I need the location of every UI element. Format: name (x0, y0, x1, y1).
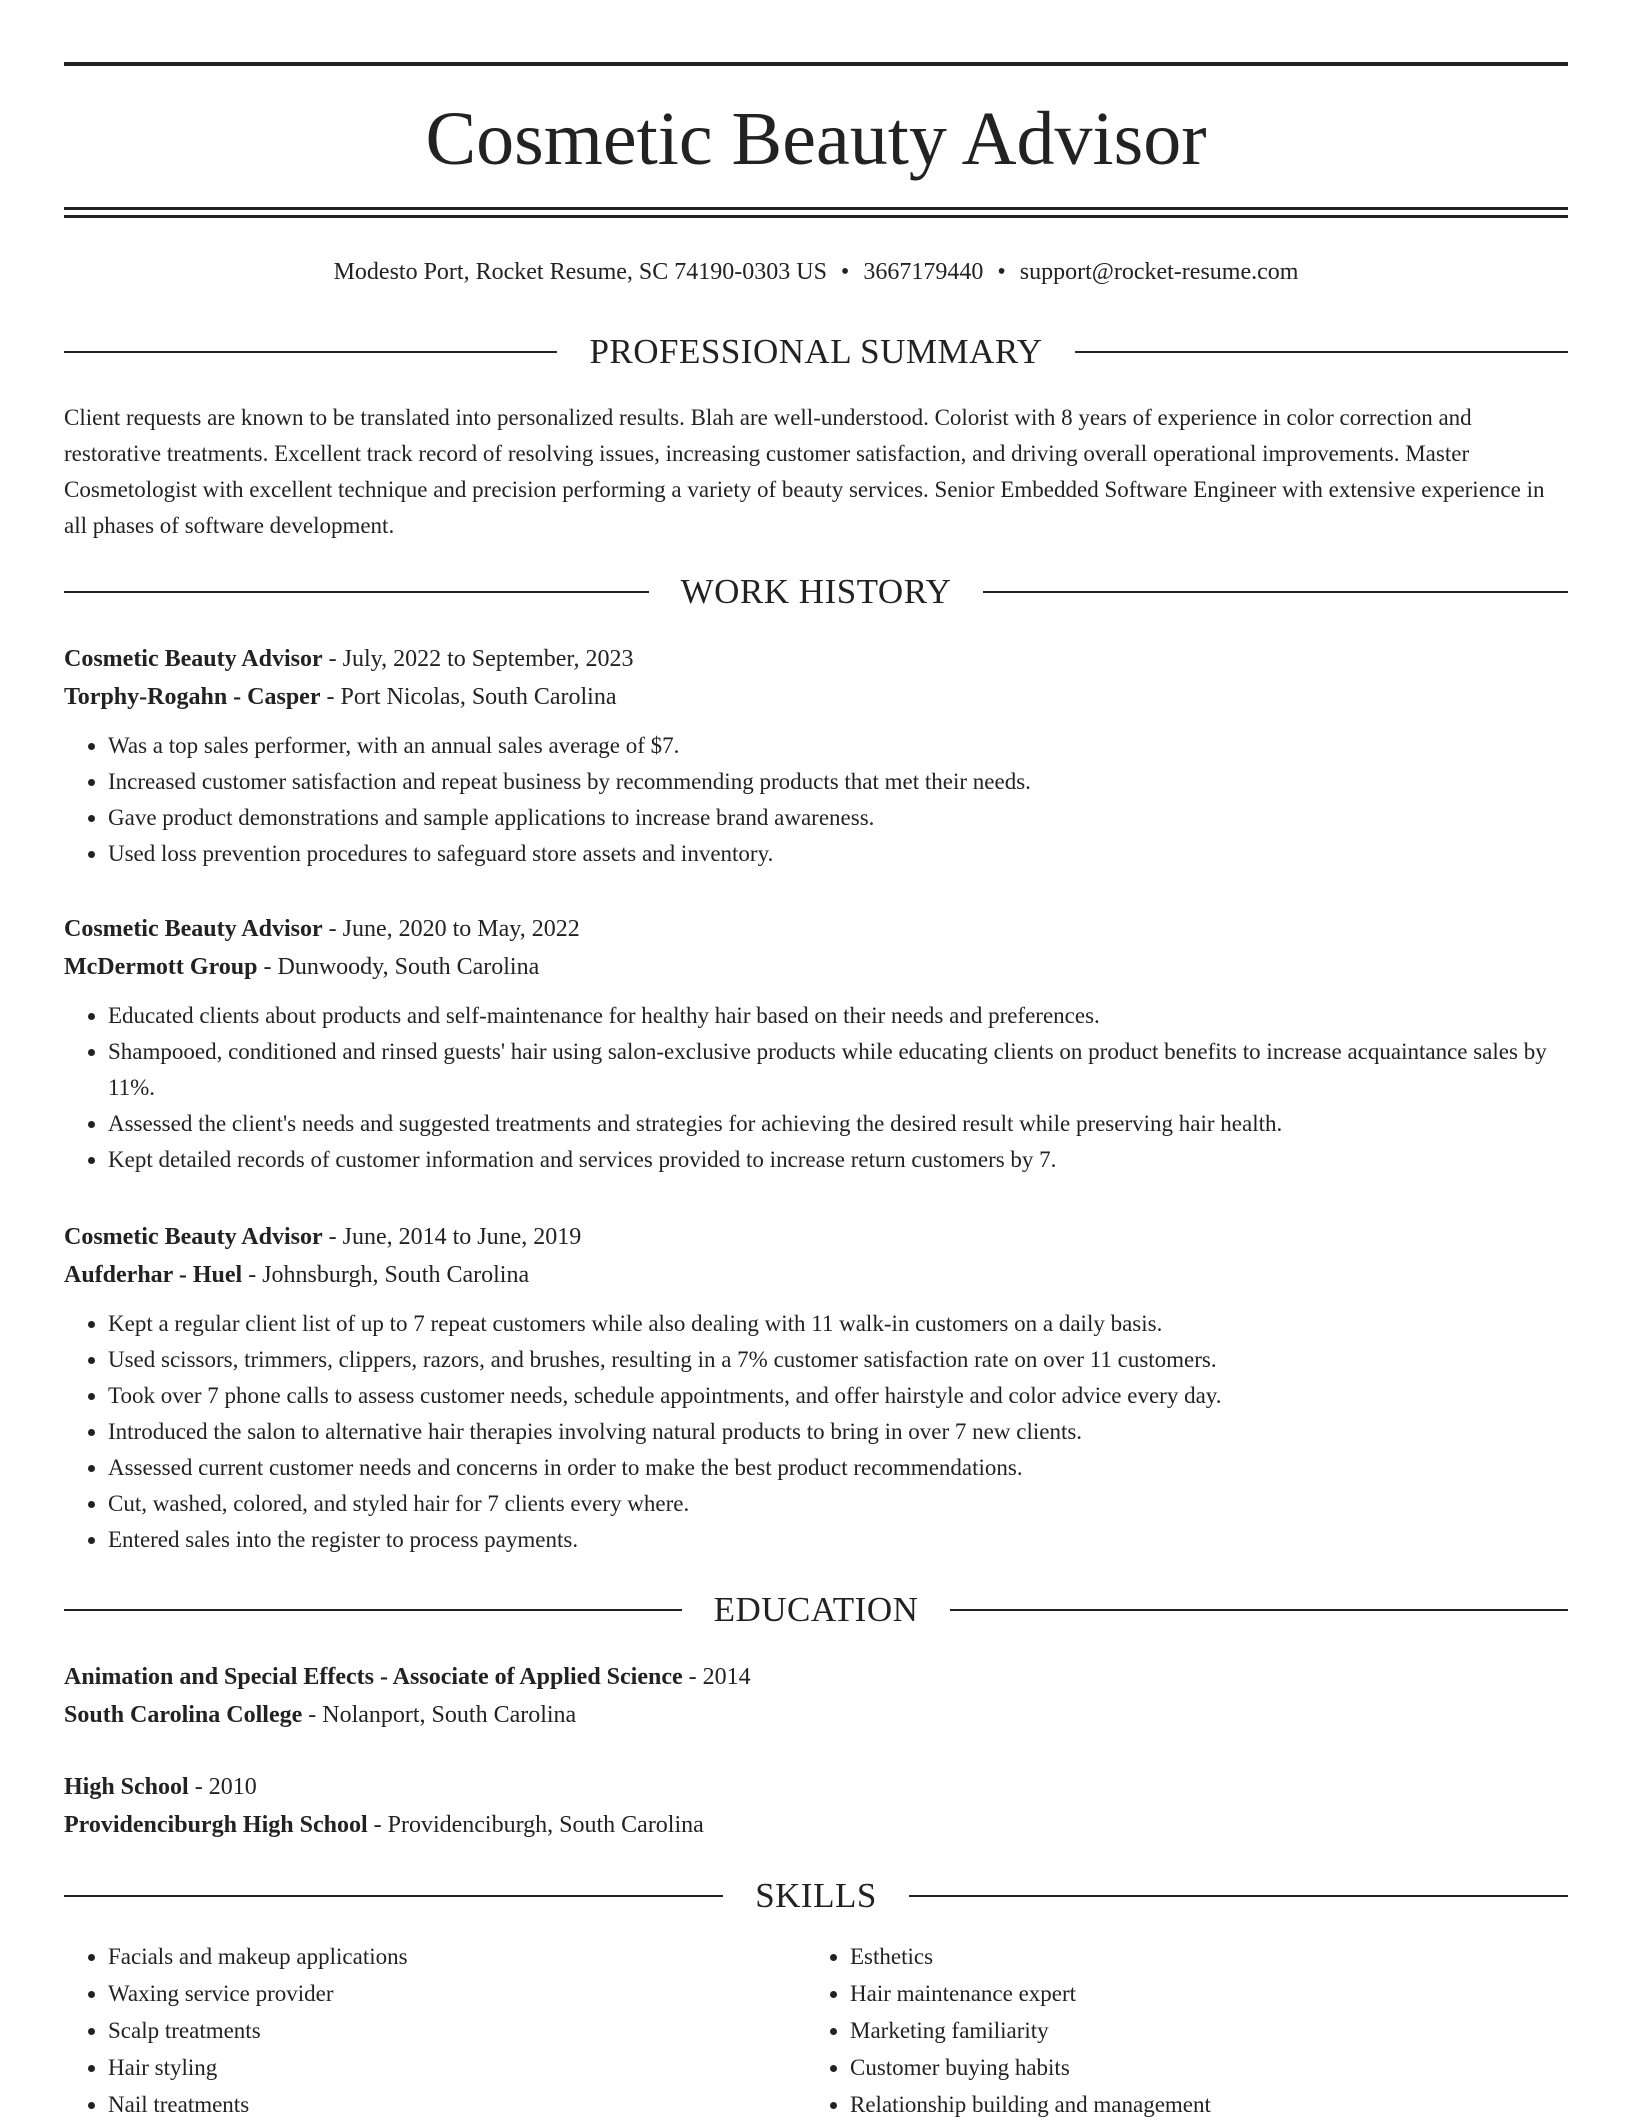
degree-year: - 2010 (188, 1774, 257, 1800)
school-name: South Carolina College (64, 1702, 303, 1728)
header-top-rule (64, 62, 1568, 66)
degree-line (64, 1768, 1568, 1806)
school-location: - Nolanport, South Carolina (302, 1702, 577, 1728)
divider-line (950, 1609, 1568, 1611)
company-line (64, 948, 1568, 986)
job-title: Cosmetic Beauty Advisor (64, 646, 323, 672)
list-item: • Entered sales into the register to process payments. (108, 1522, 1568, 1558)
contact-line (64, 254, 1568, 290)
skill-item: • Nail treatments (108, 2086, 806, 2123)
company-line (64, 678, 1568, 716)
school-name: Providenciburgh High School (64, 1812, 368, 1838)
divider-line (64, 1609, 682, 1611)
section-heading-work (64, 572, 1568, 612)
list-item: • Gave product demonstrations and sample applications to increase brand awareness. (108, 800, 1568, 836)
list-item: • Kept a regular client list of up to 7 repeat customers while also dealing with 11 walk-in customers on a daily basis. (108, 1306, 1568, 1342)
skills-list-right (806, 1938, 1548, 2123)
degree-name: Animation and Special Effects - Associate of Applied Science (64, 1664, 683, 1690)
skills-columns (64, 1938, 1568, 2123)
job-bullets (64, 728, 1568, 872)
header-bottom-rule (64, 207, 1568, 210)
company-name: Torphy-Rogahn - Casper (64, 684, 321, 710)
company-location: - Port Nicolas, South Carolina (320, 684, 617, 710)
skill-item: • Marketing familiarity (850, 2012, 1548, 2049)
list-item: • Assessed current customer needs and concerns in order to make the best product recommendations. (108, 1450, 1568, 1486)
company-location: - Johnsburgh, South Carolina (242, 1262, 530, 1288)
list-item: • Used loss prevention procedures to safeguard store assets and inventory. (108, 836, 1568, 872)
company-line (64, 1256, 1568, 1294)
job-dates: - June, 2020 to May, 2022 (322, 916, 580, 942)
resume-title: Cosmetic Beauty Advisor (425, 97, 1207, 181)
skill-item: • Waxing service provider (108, 1975, 806, 2012)
divider-line (64, 591, 649, 593)
summary-paragraph: Client requests are known to be translated into personalized results. Blah are well-understood. Colorist with 8 years of experience in color correction and restorative treatments. Excellent track record of resolving issues, increasing customer satisfaction, and driving overall operational improvements. Master Cosmetologist with excellent technique and precision performing a variety of beauty services. Senior Embedded Software Engineer with extensive experience in all phases of software development. (64, 405, 1545, 538)
header-bottom-rule-2 (64, 215, 1568, 218)
section-heading-summary (64, 332, 1568, 372)
skill-item: • Esthetics (850, 1938, 1548, 1975)
list-item: • Took over 7 phone calls to assess customer needs, schedule appointments, and offer hairstyle and color advice every day. (108, 1378, 1568, 1414)
company-location: - Dunwoody, South Carolina (257, 954, 540, 980)
job-bullets (64, 998, 1568, 1178)
skill-item: • Relationship building and management (850, 2086, 1548, 2123)
contact-separator: • (840, 259, 850, 285)
section-title: EDUCATION (713, 1590, 919, 1629)
job-dates: - June, 2014 to June, 2019 (322, 1224, 582, 1250)
school-location: - Providenciburgh, South Carolina (367, 1812, 704, 1838)
contact-phone: 3667179440 (863, 259, 984, 285)
skill-item: • Customer buying habits (850, 2049, 1548, 2086)
school-line (64, 1696, 1568, 1734)
list-item: • Shampooed, conditioned and rinsed guests' hair using salon-exclusive products while educating clients on product benefits to increase acquaintance sales by 11%. (108, 1034, 1568, 1106)
skill-item: • Hair maintenance expert (850, 1975, 1548, 2012)
divider-line (1075, 351, 1568, 353)
job-title-line (64, 640, 1568, 678)
company-name: Aufderhar - Huel (64, 1262, 243, 1288)
work-entry (64, 910, 1568, 1178)
skill-item: • Hair styling (108, 2049, 806, 2086)
divider-line (909, 1895, 1568, 1897)
list-item: • Assessed the client's needs and suggested treatments and strategies for achieving the desired result while preserving hair health. (108, 1106, 1568, 1142)
degree-line (64, 1658, 1568, 1696)
education-entry (64, 1658, 1568, 1734)
job-dates: - July, 2022 to September, 2023 (322, 646, 634, 672)
job-title-line (64, 1218, 1568, 1256)
work-entry (64, 1218, 1568, 1558)
degree-name: High School (64, 1774, 189, 1800)
section-title: PROFESSIONAL SUMMARY (589, 332, 1043, 371)
contact-email: support@rocket-resume.com (1019, 259, 1299, 285)
company-name: McDermott Group (64, 954, 258, 980)
list-item: • Was a top sales performer, with an annual sales average of $7. (108, 728, 1568, 764)
list-item: • Introduced the salon to alternative hair therapies involving natural products to bring in over 7 new clients. (108, 1414, 1568, 1450)
section-title: SKILLS (755, 1876, 877, 1915)
skills-list-left (64, 1938, 806, 2123)
skill-item: • Facials and makeup applications (108, 1938, 806, 1975)
list-item: • Kept detailed records of customer information and services provided to increase return customers by 7. (108, 1142, 1568, 1178)
job-bullets (64, 1306, 1568, 1558)
job-title: Cosmetic Beauty Advisor (64, 916, 323, 942)
list-item: • Educated clients about products and self-maintenance for healthy hair based on their needs and preferences. (108, 998, 1568, 1034)
divider-line (983, 591, 1568, 593)
school-line (64, 1806, 1568, 1844)
degree-year: - 2014 (682, 1664, 751, 1690)
work-entry (64, 640, 1568, 872)
divider-line (64, 351, 557, 353)
list-item: • Cut, washed, colored, and styled hair for 7 clients every where. (108, 1486, 1568, 1522)
section-heading-education (64, 1590, 1568, 1630)
job-title-line (64, 910, 1568, 948)
divider-line (64, 1895, 723, 1897)
section-heading-skills (64, 1876, 1568, 1916)
list-item: • Increased customer satisfaction and repeat business by recommending products that met their needs. (108, 764, 1568, 800)
contact-separator: • (997, 259, 1006, 285)
skill-item: • Scalp treatments (108, 2012, 806, 2049)
job-title: Cosmetic Beauty Advisor (64, 1224, 323, 1250)
section-title: WORK HISTORY (680, 572, 952, 611)
contact-address: Modesto Port, Rocket Resume, SC 74190-0303 US (333, 259, 827, 285)
list-item: • Used scissors, trimmers, clippers, razors, and brushes, resulting in a 7% customer satisfaction rate on over 11 customers. (108, 1342, 1568, 1378)
education-entry (64, 1768, 1568, 1844)
